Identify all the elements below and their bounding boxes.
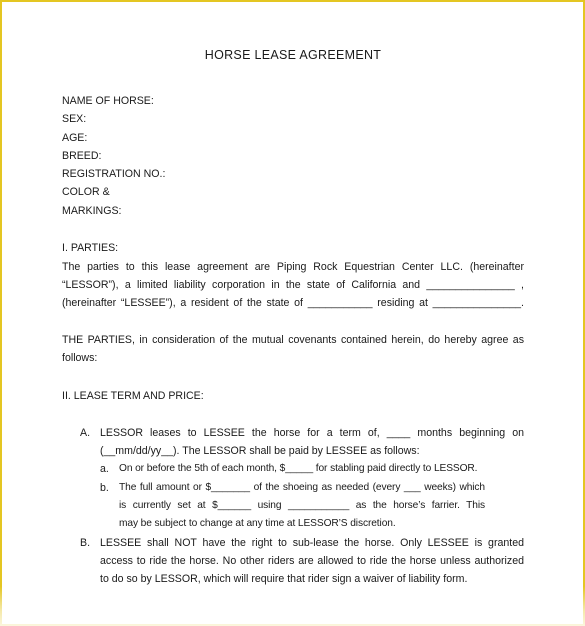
- parties-line-1: The parties to this lease agreement are Piping Rock Equestrian Center LLC. (hereinafter: [62, 261, 524, 273]
- subitem-b-line-3: may be subject to change at any time at LESSOR’S discretion.: [119, 518, 396, 529]
- lease-subitem-a: [100, 460, 486, 478]
- item-b-line-1: LESSEE shall NOT have the right to sub-lease the horse. Only LESSEE is granted: [100, 537, 524, 549]
- subitem-b-line-1: The full amount or $_______ of the shoeing as needed (every ___ weeks) which: [119, 482, 485, 493]
- lease-subitem-b: [100, 479, 486, 533]
- field-markings: MARKINGS:: [62, 204, 122, 217]
- document-title: HORSE LEASE AGREEMENT: [204, 48, 382, 62]
- field-breed: BREED:: [62, 149, 102, 162]
- consideration-paragraph: [62, 331, 524, 367]
- lease-item-b: [80, 534, 524, 590]
- field-registration-no: REGISTRATION NO.:: [62, 168, 166, 181]
- field-color: COLOR &: [62, 186, 110, 199]
- item-b-line-2: access to ride the horse. No other riders are allowed to ride the horse unless authorized: [100, 555, 524, 567]
- item-a-line-2: (__mm/dd/yy__). The LESSOR shall be paid by LESSEE as follows:: [100, 445, 420, 457]
- item-b-marker: B.: [80, 537, 91, 549]
- parties-line-3: (hereinafter “LESSEE”), a resident of the state of ___________ residing at _______________.: [62, 297, 524, 309]
- subitem-b-text: [119, 479, 485, 533]
- field-name-of-horse: NAME OF HORSE:: [62, 95, 154, 107]
- consideration-line-2: follows:: [62, 352, 98, 364]
- horse-info-fields: [62, 92, 165, 220]
- item-b-text: [100, 534, 524, 588]
- parties-heading: I. PARTIES:: [62, 242, 119, 254]
- subitem-a-text: [119, 460, 485, 478]
- field-sex: SEX:: [62, 113, 87, 126]
- lease-term-heading: II. LEASE TERM AND PRICE:: [62, 390, 204, 402]
- subitem-a-line-1: On or before the 5th of each month, $_____ for stabling paid directly to LESSOR.: [119, 463, 478, 474]
- field-age: AGE:: [62, 131, 88, 144]
- subitem-b-line-2: is currently set at $______ using ___________ as the horse’s farrier. This: [119, 500, 485, 511]
- item-a-marker: A.: [80, 427, 91, 439]
- parties-line-2: “LESSOR”), a limited liability corporation in the state of California and _______________ ,: [62, 279, 524, 291]
- item-b-line-3: to do so by LESSOR, which will require that rider sign a waiver of liability form.: [100, 573, 468, 585]
- item-a-line-1: LESSOR leases to LESSEE the horse for a term of, ____ months beginning on: [100, 427, 524, 439]
- subitem-a-marker: a.: [100, 463, 109, 475]
- subitem-b-marker: b.: [100, 482, 109, 494]
- consideration-line-1: THE PARTIES, in consideration of the mutual covenants contained herein, do hereby agree as: [62, 334, 524, 346]
- item-a-text: [100, 424, 524, 460]
- parties-paragraph: [62, 258, 524, 312]
